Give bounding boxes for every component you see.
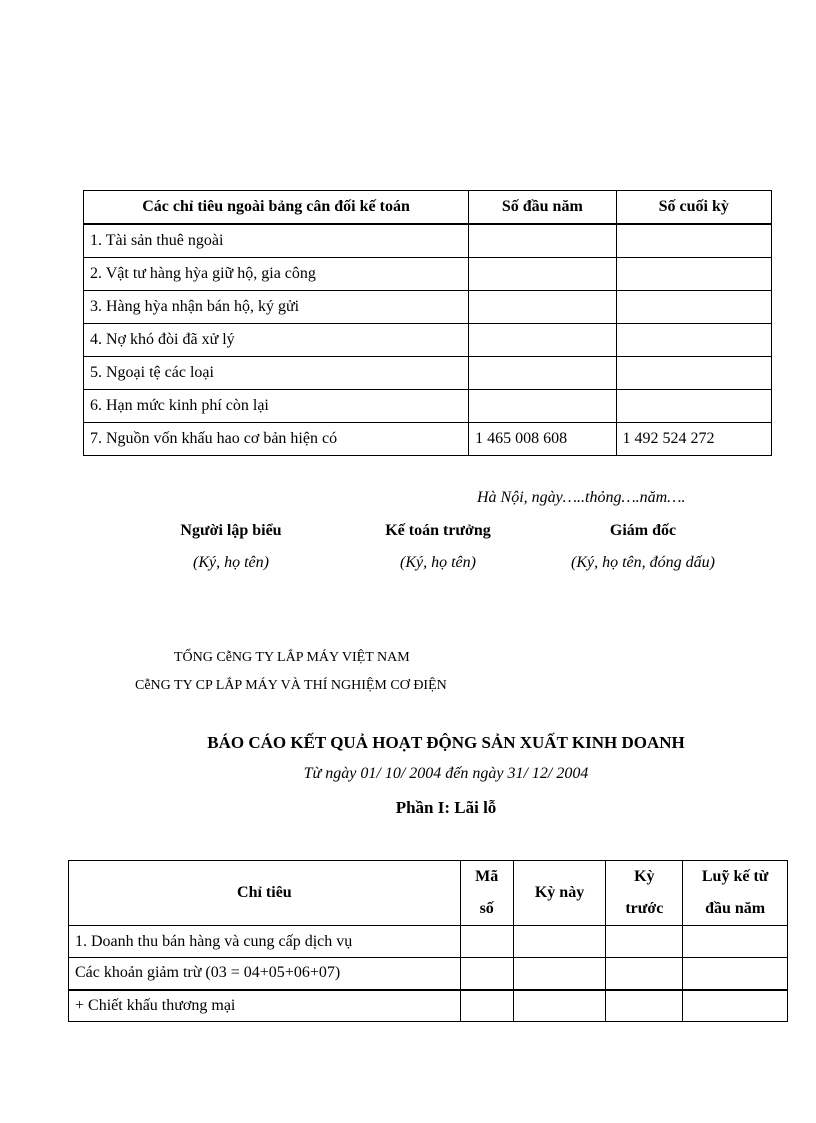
row-code [460, 926, 513, 958]
row-end-value [616, 323, 771, 356]
preparer-title: Người lập biểu [180, 522, 282, 539]
header-end-of-period: Số cuối kỳ [616, 191, 771, 225]
row-start-value [469, 356, 616, 389]
accountant-note: (Ký, họ tên) [400, 554, 476, 571]
row-start-value: 1 465 008 608 [469, 422, 616, 455]
row-previous [606, 990, 683, 1022]
header-ytd-line1: Luỹ kế từ [701, 868, 769, 885]
report-period: Từ ngày 01/ 10/ 2004 đến ngày 31/ 12/ 2004 [303, 765, 589, 782]
table-row [84, 356, 772, 389]
header-this-period: Kỳ này [513, 861, 606, 926]
header-code-line2: số [479, 900, 494, 917]
row-ytd [683, 926, 788, 958]
row-current [513, 958, 606, 990]
row-current [513, 926, 606, 958]
table-row [84, 389, 772, 422]
report-title: BÁO CÁO KẾT QUẢ HOẠT ĐỘNG SẢN XUẤT KINH DOANH [207, 733, 685, 752]
header-code-line1: Mã [475, 868, 499, 885]
row-previous [606, 958, 683, 990]
table-header-row [69, 861, 788, 926]
header-prev-line2: trước [625, 900, 664, 917]
row-label: 3. Hàng hỳa nhận bán hộ, ký gửi [84, 290, 469, 323]
row-label: 6. Hạn mức kinh phí còn lại [84, 389, 469, 422]
row-label: 1. Tài sản thuê ngoài [84, 224, 469, 257]
table-row [84, 422, 772, 455]
header-indicator: Chỉ tiêu [69, 861, 461, 926]
table-row [69, 958, 788, 990]
row-label: 1. Doanh thu bán hàng và cung cấp dịch vụ [69, 926, 461, 958]
table-row [84, 290, 772, 323]
row-previous [606, 926, 683, 958]
accountant-title: Kế toán trưởng [385, 522, 491, 539]
row-ytd [683, 958, 788, 990]
header-ytd-line2: đầu năm [705, 900, 766, 917]
row-label: + Chiết khấu thương mại [69, 990, 461, 1022]
row-code [460, 990, 513, 1022]
row-code [460, 958, 513, 990]
row-current [513, 990, 606, 1022]
row-end-value [616, 356, 771, 389]
header-ytd [683, 861, 788, 926]
row-end-value [616, 389, 771, 422]
place-date: Hà Nội, ngày…..thỏng….năm…. [477, 489, 686, 506]
header-start-of-year: Số đầu năm [469, 191, 616, 225]
parent-company: TỔNG CễNG TY LẮP MÁY VIỆT NAM [174, 650, 410, 665]
header-prev-line1: Kỳ [634, 868, 655, 885]
row-end-value [616, 224, 771, 257]
row-end-value [616, 290, 771, 323]
row-start-value [469, 323, 616, 356]
row-label: Các khoản giảm trừ (03 = 04+05+06+07) [69, 958, 461, 990]
row-end-value: 1 492 524 272 [616, 422, 771, 455]
header-code [460, 861, 513, 926]
profit-loss-table [68, 860, 788, 1022]
company-name: CễNG TY CP LẮP MÁY VÀ THÍ NGHIỆM CƠ ĐIỆN [135, 678, 447, 693]
preparer-note: (Ký, họ tên) [193, 554, 269, 571]
row-start-value [469, 257, 616, 290]
table-row [69, 926, 788, 958]
row-start-value [469, 389, 616, 422]
table-row [84, 323, 772, 356]
header-previous-period [606, 861, 683, 926]
row-label: 5. Ngoại tệ các loại [84, 356, 469, 389]
row-label: 4. Nợ khó đòi đã xử lý [84, 323, 469, 356]
table-row [84, 257, 772, 290]
row-label: 2. Vật tư hàng hỳa giữ hộ, gia công [84, 257, 469, 290]
director-note: (Ký, họ tên, đóng dấu) [571, 554, 715, 571]
row-start-value [469, 224, 616, 257]
director-title: Giám đốc [609, 522, 677, 539]
header-indicator: Các chỉ tiêu ngoài bảng cân đối kế toán [84, 191, 469, 225]
row-start-value [469, 290, 616, 323]
row-ytd [683, 990, 788, 1022]
row-label: 7. Nguồn vốn khấu hao cơ bản hiện có [84, 422, 469, 455]
report-part: Phần I: Lãi lỗ [395, 798, 497, 817]
off-balance-table [83, 190, 772, 456]
row-end-value [616, 257, 771, 290]
table-header-row [84, 191, 772, 225]
table-row [69, 990, 788, 1022]
table-row [84, 224, 772, 257]
